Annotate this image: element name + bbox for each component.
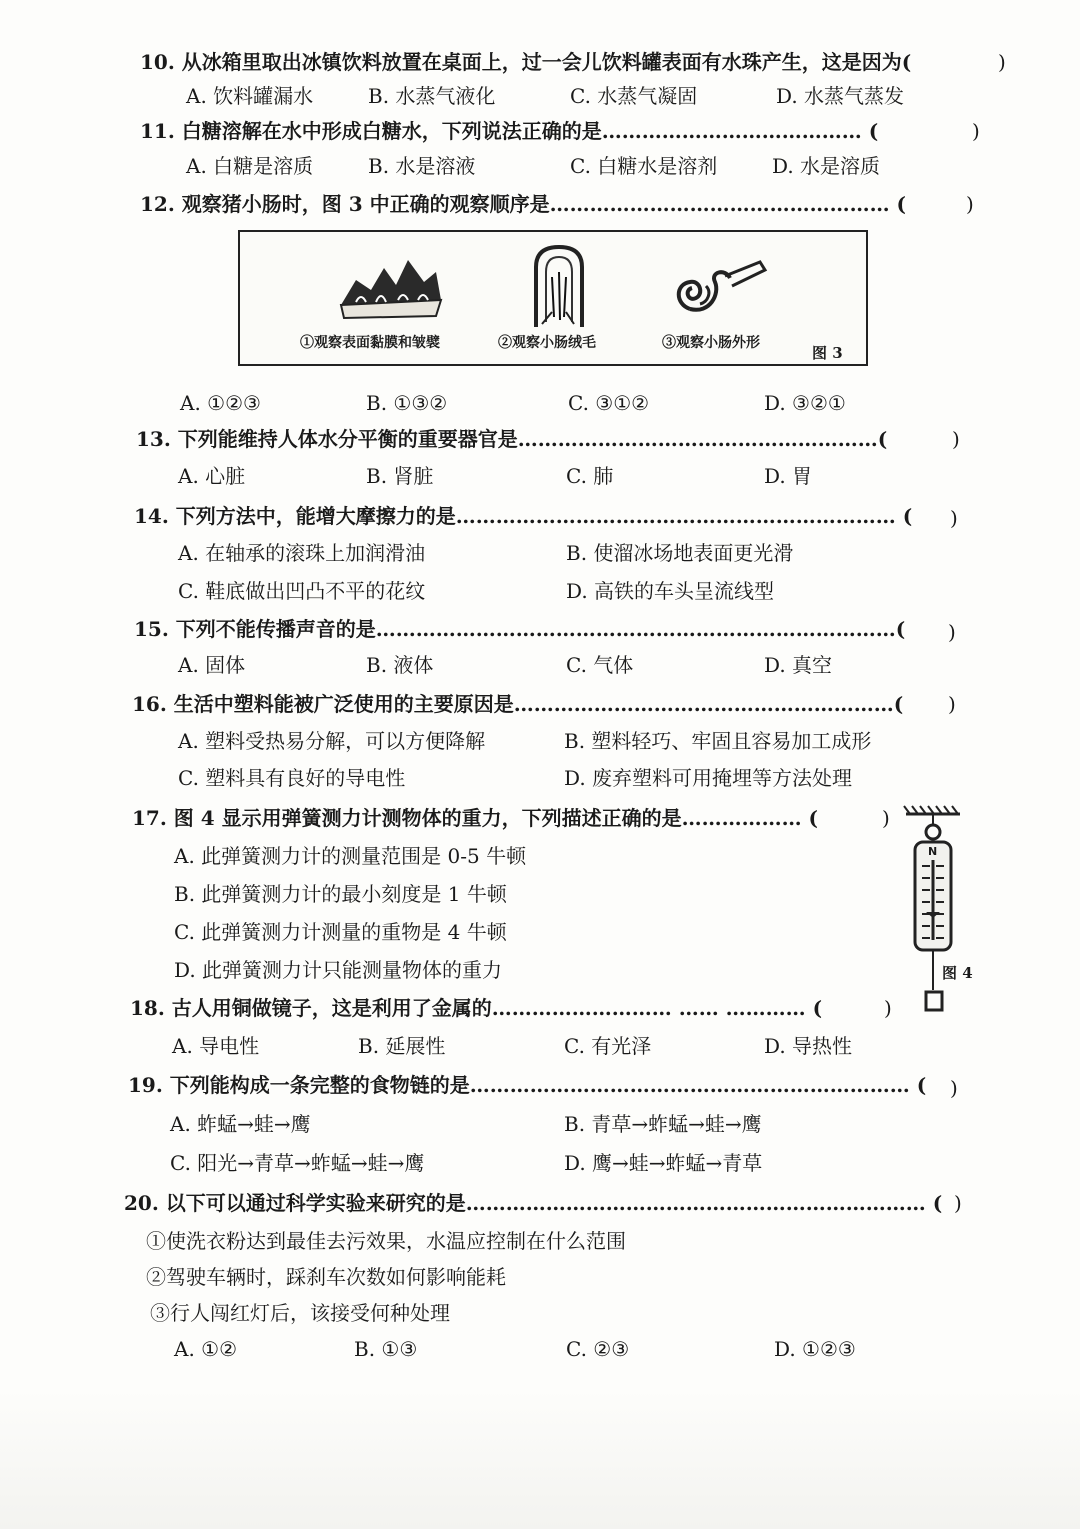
page-bottom-margin: [0, 1390, 1080, 1529]
q12-option-d: D. ③②①: [764, 391, 846, 415]
q19-option-b: B. 青草→蚱蜢→蛙→鹰: [564, 1112, 762, 1136]
q13-stem: 13. 下列能维持人体水分平衡的重要器官是………………………………………………(: [136, 427, 888, 451]
q20-option-c: C. ②③: [566, 1337, 630, 1361]
q15-option-d: D. 真空: [764, 653, 833, 677]
figure-3-caption-1: ①观察表面黏膜和皱襞: [300, 335, 440, 351]
q16-answer-paren: ): [948, 692, 956, 716]
q17-option-c: C. 此弹簧测力计测量的重物是 4 牛顿: [174, 920, 507, 944]
q19-answer-paren: ): [950, 1076, 958, 1100]
q10-option-a: A. 饮料罐漏水: [186, 84, 314, 108]
q12-stem: 12. 观察猪小肠时，图 3 中正确的观察顺序是…………………………………………… (: [140, 192, 907, 216]
figure-3-caption-2: ②观察小肠绒毛: [498, 335, 596, 351]
figure-3-caption-3: ③观察小肠外形: [662, 335, 760, 351]
q15-option-a: A. 固体: [178, 653, 246, 677]
q17-answer-paren: ): [882, 806, 890, 830]
q11-answer-paren: ): [972, 119, 980, 143]
q14-option-b: B. 使溜冰场地表面更光滑: [566, 541, 794, 565]
q17-stem: 17. 图 4 显示用弹簧测力计测物体的重力，下列描述正确的是……………… (: [132, 806, 819, 830]
q11-stem: 11. 白糖溶解在水中形成白糖水，下列说法正确的是………………………………… (: [140, 119, 879, 143]
q15-option-b: B. 液体: [366, 653, 434, 677]
q14-option-a: A. 在轴承的滚珠上加润滑油: [178, 541, 426, 565]
q18-answer-paren: ): [884, 996, 892, 1020]
q16-option-c: C. 塑料具有良好的导电性: [178, 766, 406, 790]
q11-option-a: A. 白糖是溶质: [186, 154, 314, 178]
q20-item-2: ②驾驶车辆时，踩刹车次数如何影响能耗: [146, 1265, 506, 1289]
q16-stem: 16. 生活中塑料能被广泛使用的主要原因是…………………………………………………(: [132, 692, 904, 716]
q11-option-b: B. 水是溶液: [368, 154, 476, 178]
q18-stem: 18. 古人用铜做镜子，这是利用了金属的……………………… …… ………… (: [130, 996, 823, 1020]
q20-item-3: ③行人闯红灯后，该接受何种处理: [150, 1301, 450, 1325]
q15-answer-paren: ): [948, 620, 956, 644]
q16-option-d: D. 废弃塑料可用掩埋等方法处理: [564, 766, 853, 790]
q14-answer-paren: ): [950, 506, 958, 530]
q17-option-d: D. 此弹簧测力计只能测量物体的重力: [174, 958, 503, 982]
q12-option-a: A. ①②③: [180, 391, 261, 415]
q16-option-a: A. 塑料受热易分解，可以方便降解: [178, 729, 486, 753]
q14-stem: 14. 下列方法中，能增大摩擦力的是………………………………………………………… (: [134, 504, 913, 528]
q14-option-d: D. 高铁的车头呈流线型: [566, 579, 775, 603]
q17-option-b: B. 此弹簧测力计的最小刻度是 1 牛顿: [174, 882, 507, 906]
q13-option-b: B. 肾脏: [366, 464, 434, 488]
q13-option-a: A. 心脏: [178, 464, 246, 488]
q19-stem: 19. 下列能构成一条完整的食物链的是………………………………………………………… (: [128, 1073, 927, 1097]
q11-option-c: C. 白糖水是溶剂: [570, 154, 718, 178]
q10-option-d: D. 水蒸气蒸发: [776, 84, 905, 108]
q20-stem: 20. 以下可以通过科学实验来研究的是…………………………………………………………… (: [124, 1191, 943, 1215]
q10-stem: 10. 从冰箱里取出冰镇饮料放置在桌面上，过一会儿饮料罐表面有水珠产生，这是因为(: [140, 50, 912, 74]
q16-option-b: B. 塑料轻巧、牢固且容易加工成形: [564, 729, 872, 753]
q18-option-a: A. 导电性: [172, 1034, 260, 1058]
q20-option-d: D. ①②③: [774, 1337, 856, 1361]
figure-4-label: 图 4: [942, 964, 973, 982]
q19-option-c: C. 阳光→青草→蚱蜢→蛙→鹰: [170, 1151, 425, 1175]
figure-3-label: 图 3: [812, 344, 843, 362]
q10-option-b: B. 水蒸气液化: [368, 84, 496, 108]
q18-option-d: D. 导热性: [764, 1034, 853, 1058]
q18-option-c: C. 有光泽: [564, 1034, 652, 1058]
q18-option-b: B. 延展性: [358, 1034, 446, 1058]
q19-option-a: A. 蚱蜢→蛙→鹰: [170, 1112, 311, 1136]
figure-3-small-intestine: [238, 230, 868, 366]
q20-option-b: B. ①③: [354, 1337, 418, 1361]
q14-option-c: C. 鞋底做出凹凸不平的花纹: [178, 579, 426, 603]
q20-item-1: ①使洗衣粉达到最佳去污效果，水温应控制在什么范围: [146, 1229, 626, 1253]
q12-answer-paren: ): [966, 192, 974, 216]
intestine-villus-drawing: [524, 242, 594, 332]
q11-option-d: D. 水是溶质: [772, 154, 881, 178]
q17-option-a: A. 此弹簧测力计的测量范围是 0-5 牛顿: [174, 844, 527, 868]
spring-scale-unit: N: [928, 845, 938, 858]
q19-option-d: D. 鹰→蛙→蚱蜢→青草: [564, 1151, 763, 1175]
q10-option-c: C. 水蒸气凝固: [570, 84, 698, 108]
q15-option-c: C. 气体: [566, 653, 634, 677]
intestine-shape-drawing: [670, 254, 770, 324]
q13-option-c: C. 肺: [566, 464, 614, 488]
q10-answer-paren: ): [998, 50, 1006, 74]
q12-option-b: B. ①③②: [366, 391, 448, 415]
q20-option-a: A. ①②: [174, 1337, 238, 1361]
q20-answer-paren: ): [954, 1191, 962, 1215]
q15-stem: 15. 下列不能传播声音的是……………………………………………………………………(: [134, 617, 906, 641]
spring-scale-drawing: [900, 800, 980, 1020]
q12-option-c: C. ③①②: [568, 391, 650, 415]
q13-answer-paren: ): [952, 427, 960, 451]
intestine-mucosa-drawing: [336, 250, 446, 320]
q13-option-d: D. 胃: [764, 464, 813, 488]
figure-4-spring-scale: [900, 800, 980, 1020]
